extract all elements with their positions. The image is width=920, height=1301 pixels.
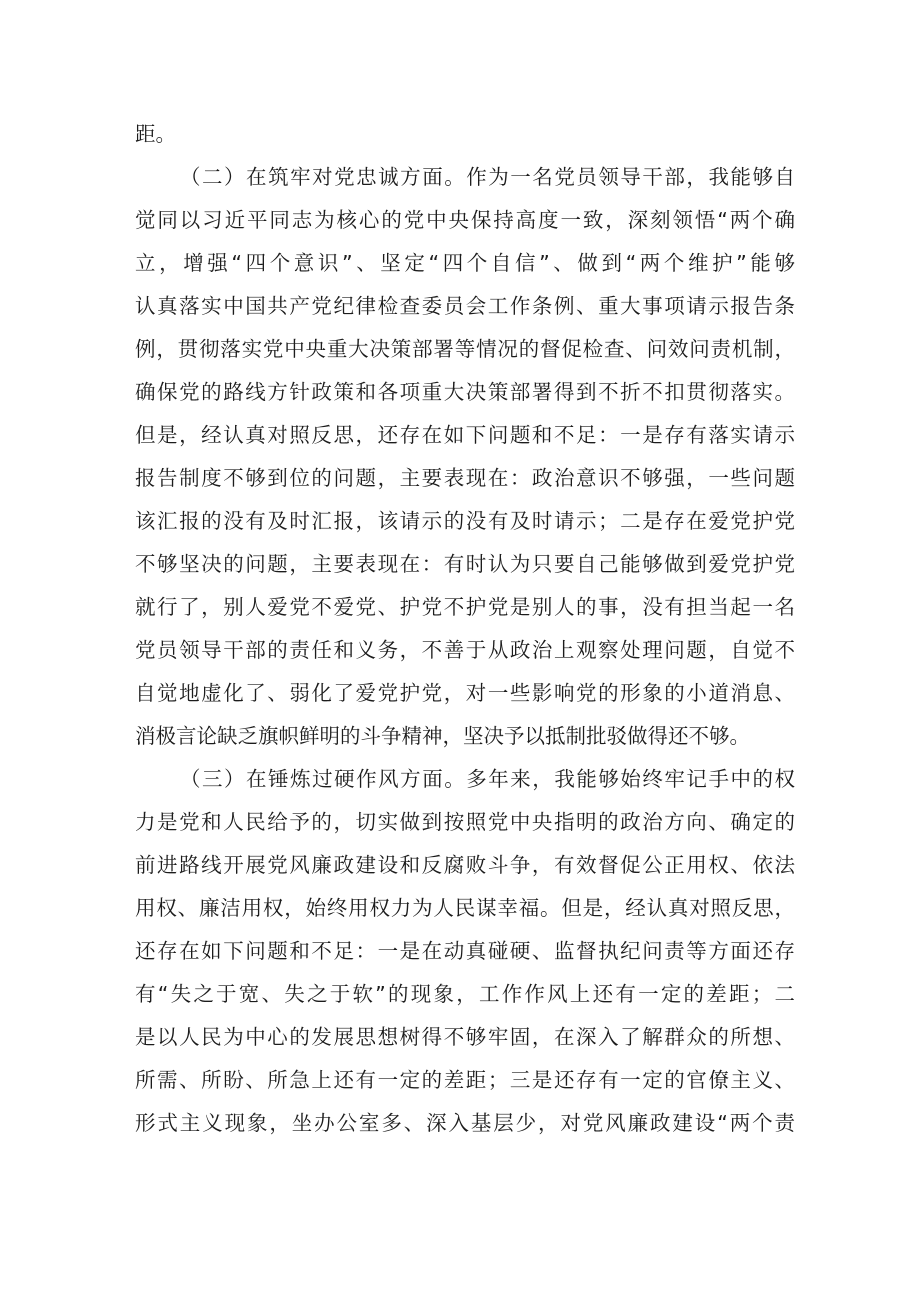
text-line: 用权、廉洁用权，始终用权力为人民谋幸福。但是，经认真对照反思，: [135, 896, 795, 920]
text-line: 该汇报的没有及时汇报，该请示的没有及时请示；二是存在爱党护党: [135, 509, 795, 533]
text-line: 所需、所盼、所急上还有一定的差距；三是还存有一定的官僚主义、: [135, 1068, 795, 1092]
text-line: 党员领导干部的责任和义务，不善于从政治上观察处理问题，自觉不: [135, 638, 795, 662]
text-line: （三）在锤炼过硬作风方面。多年来，我能够始终牢记手中的权: [180, 767, 795, 791]
text-line: 自觉地虚化了、弱化了爱党护党，对一些影响党的形象的小道消息、: [135, 681, 795, 705]
text-line: 前进路线开展党风廉政建设和反腐败斗争，有效督促公正用权、依法: [135, 853, 795, 877]
text-line: 形式主义现象，坐办公室多、深入基层少，对党风廉政建设“两个责: [135, 1111, 795, 1135]
text-line: 就行了，别人爱党不爱党、护党不护党是别人的事，没有担当起一名: [135, 595, 795, 619]
text-line: （二）在筑牢对党忠诚方面。作为一名党员领导干部，我能够自: [180, 165, 795, 189]
text-line: 不够坚决的问题，主要表现在：有时认为只要自己能够做到爱党护党: [135, 552, 795, 576]
text-line: 确保党的路线方针政策和各项重大决策部署得到不折不扣贯彻落实。: [135, 380, 795, 404]
text-line: 力是党和人民给予的，切实做到按照党中央指明的政治方向、确定的: [135, 810, 795, 834]
text-line: 是以人民为中心的发展思想树得不够牢固，在深入了解群众的所想、: [135, 1025, 795, 1049]
text-line: 认真落实中国共产党纪律检查委员会工作条例、重大事项请示报告条: [135, 294, 795, 318]
text-line: 例，贯彻落实党中央重大决策部署等情况的督促检查、问效问责机制，: [135, 337, 795, 361]
text-line: 但是，经认真对照反思，还存在如下问题和不足：一是存有落实请示: [135, 423, 795, 447]
text-line: 有“失之于宽、失之于软”的现象，工作作风上还有一定的差距；二: [135, 982, 795, 1006]
text-line: 报告制度不够到位的问题，主要表现在：政治意识不够强，一些问题: [135, 466, 795, 490]
text-line: 还存在如下问题和不足：一是在动真碰硬、监督执纪问责等方面还存: [135, 939, 795, 963]
text-line: 立，增强“四个意识”、坚定“四个自信”、做到“两个维护”能够: [135, 251, 795, 275]
text-line: 消极言论缺乏旗帜鲜明的斗争精神，坚决予以抵制批驳做得还不够。: [135, 724, 750, 748]
text-line: 觉同以习近平同志为核心的党中央保持高度一致，深刻领悟“两个确: [135, 208, 795, 232]
text-line: 距。: [135, 122, 176, 146]
